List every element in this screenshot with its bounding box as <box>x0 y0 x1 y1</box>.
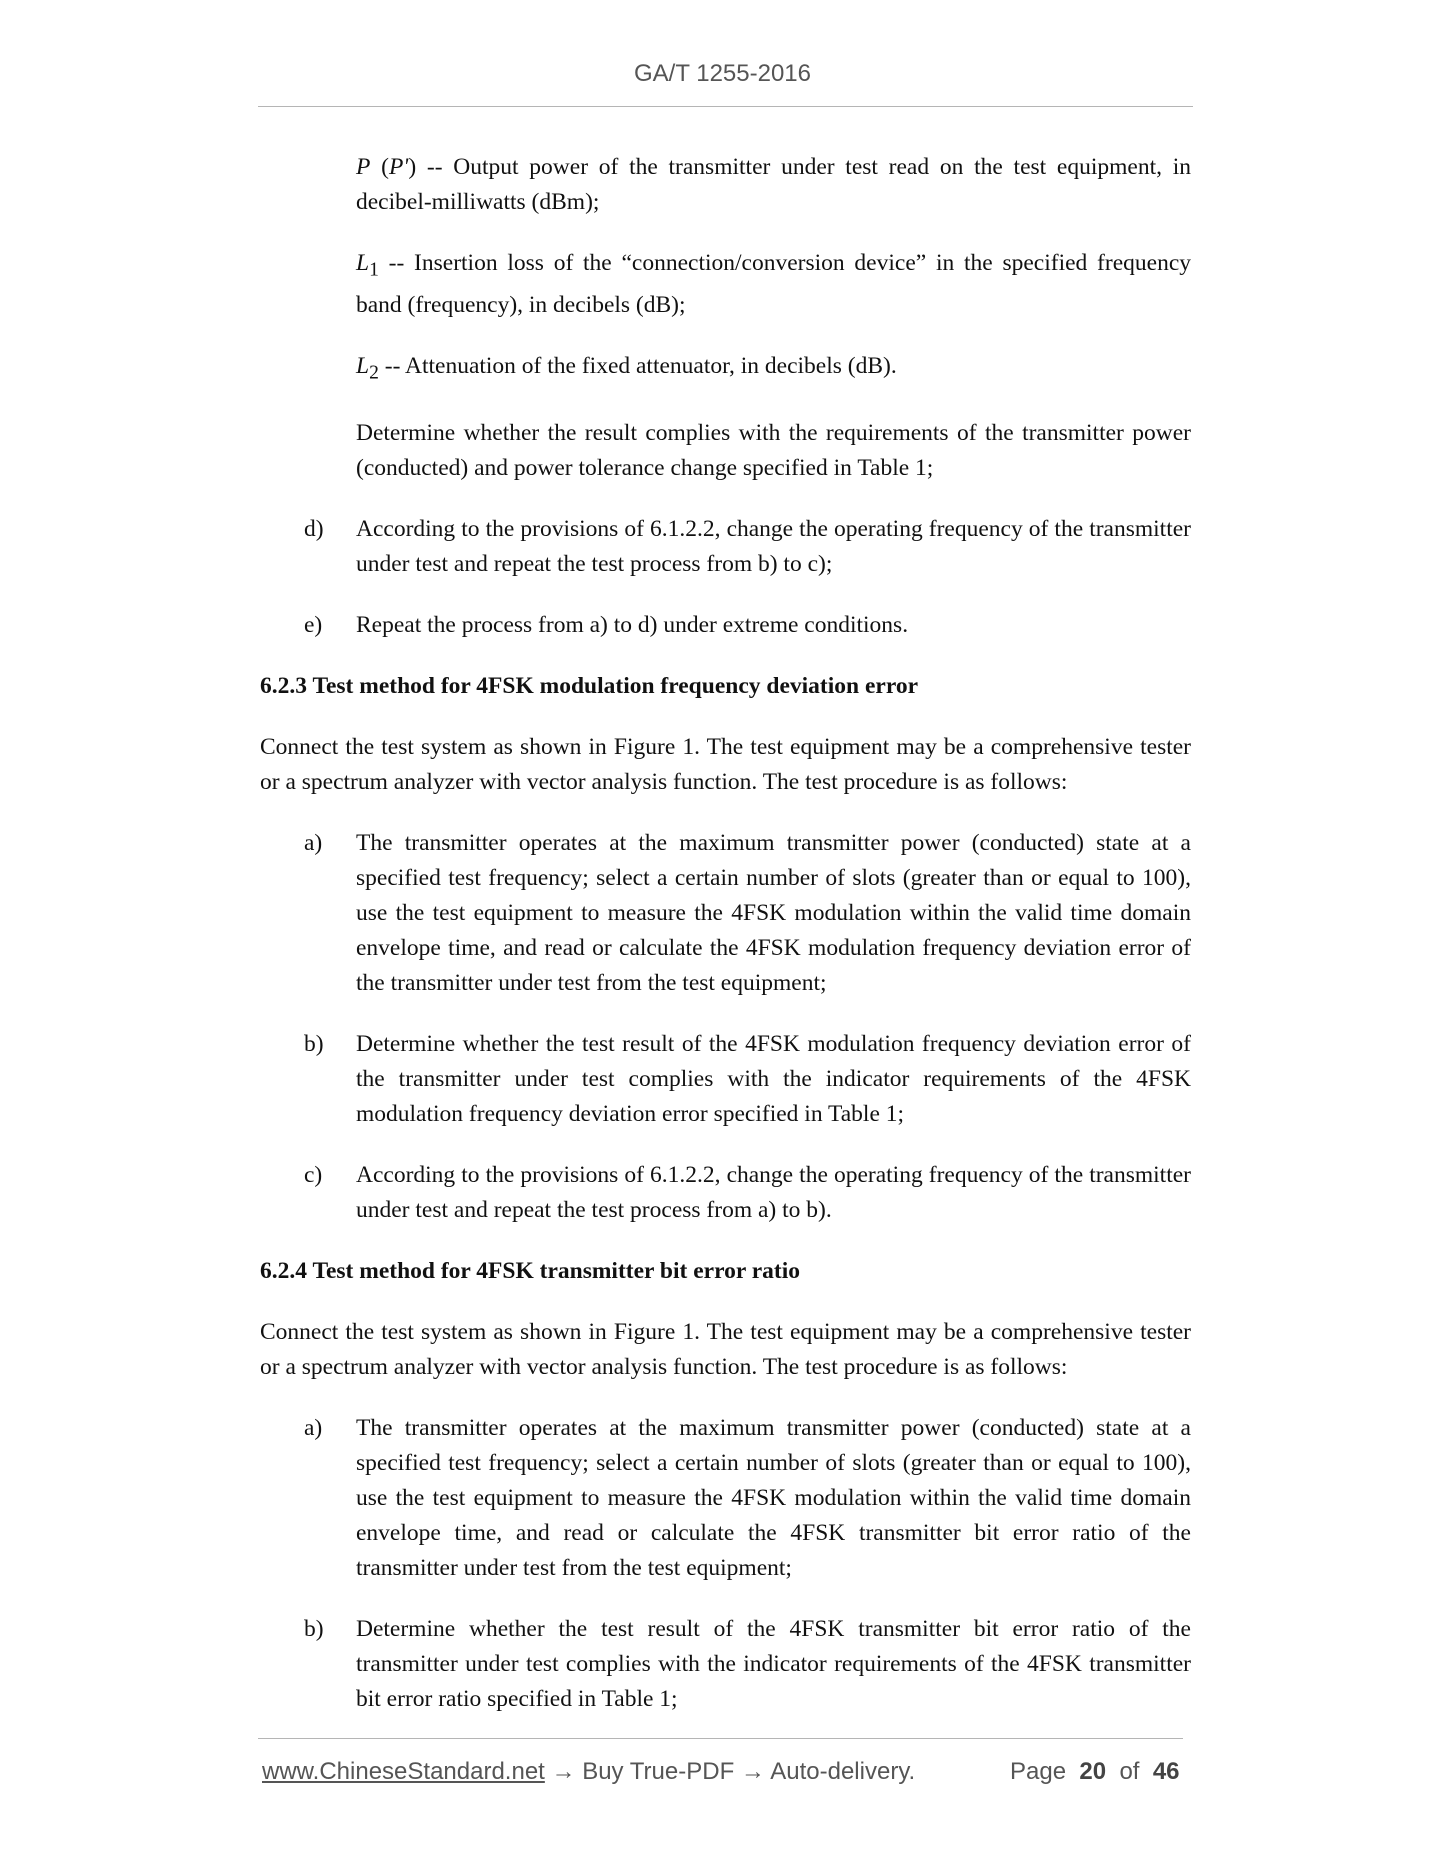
list-item-text: According to the provisions of 6.1.2.2, change the operating frequency of the transmitter under test and repeat the test process from a) to b). <box>356 1162 1191 1224</box>
list-item-label: b) <box>304 1031 324 1058</box>
definition-l1 <box>356 246 1191 323</box>
definition-l2 <box>356 349 1191 391</box>
list-item <box>304 1158 1191 1228</box>
arrow-right-icon: → <box>734 1758 771 1785</box>
list-item-label: a) <box>304 830 323 857</box>
variable-p: P <box>356 154 371 180</box>
buy-pdf-text: Buy True-PDF <box>582 1758 735 1785</box>
variable-l2-subscript: 2 <box>369 362 379 384</box>
section-heading-6-2-3: 6.2.3 Test method for 4FSK modulation frequency deviation error <box>260 673 918 700</box>
website-link[interactable]: www.ChineseStandard.net <box>262 1758 545 1785</box>
auto-delivery-text: Auto-delivery. <box>770 1758 916 1785</box>
page-body <box>260 150 1191 1717</box>
list-item-text: Determine whether the test result of the 4FSK transmitter bit error ratio of the transmitter under test complies with the indicator requirements of the 4FSK transmitter bit error ratio specified in Table 1; <box>356 1616 1191 1713</box>
definition-p: P (P') -- Output power of the transmitter under test read on the test equipment, in decibel-milliwatts (dBm); <box>356 154 1191 215</box>
list-item-text: According to the provisions of 6.1.2.2, change the operating frequency of the transmitter under test and repeat the test process from b) to c); <box>356 516 1191 578</box>
section-intro: Connect the test system as shown in Figure 1. The test equipment may be a comprehensive tester or a spectrum analyzer with vector analysis function. The test procedure is as follows: <box>260 734 1191 796</box>
variable-l2: L <box>356 352 370 379</box>
page-word: Page <box>1010 1758 1067 1785</box>
list-item-text: The transmitter operates at the maximum transmitter power (conducted) state at a specified test frequency; select a certain number of slots (greater than or equal to 100), use the test equipment to measure the 4FSK modulation within the valid time domain envelope time, and read or calculate the 4FSK transmitter bit error ratio of the transmitter under test from the test equipment; <box>356 1415 1191 1582</box>
list-item <box>304 1411 1191 1586</box>
list-item <box>304 512 1191 582</box>
definition-l2-text: -- Attenuation of the fixed attenuator, in decibels (dB). <box>378 352 897 379</box>
determine-paragraph: Determine whether the result complies with the requirements of the transmitter power (conducted) and power tolerance change specified in Table 1; <box>356 420 1191 482</box>
list-item-text: Determine whether the test result of the 4FSK modulation frequency deviation error of the transmitter under test complies with the indicator requirements of the 4FSK modulation frequency deviation error specified in Table 1; <box>356 1031 1191 1128</box>
list-item-label: e) <box>304 612 323 639</box>
definition-l1-text: -- Insertion loss of the “connection/conversion device” in the specified frequency band (frequency), in decibels (dB); <box>356 250 1191 318</box>
list-item <box>304 826 1191 1001</box>
section-intro: Connect the test system as shown in Figure 1. The test equipment may be a comprehensive tester or a spectrum analyzer with vector analysis function. The test procedure is as follows: <box>260 1319 1191 1381</box>
of-word: of <box>1119 1758 1140 1785</box>
variable-p-prime: P' <box>388 154 409 180</box>
footer-promo <box>262 1758 915 1786</box>
list-item-label: d) <box>304 516 324 543</box>
list-item-label: b) <box>304 1616 324 1643</box>
list-item <box>304 1027 1191 1132</box>
section-heading-6-2-4: 6.2.4 Test method for 4FSK transmitter bit error ratio <box>260 1258 800 1285</box>
list-item <box>304 1612 1191 1717</box>
page-total: 46 <box>1152 1758 1180 1785</box>
arrow-right-icon: → <box>544 1758 583 1785</box>
variable-l1: L <box>356 250 370 276</box>
variable-l1-subscript: 1 <box>369 259 379 281</box>
header-divider <box>258 106 1193 107</box>
list-item-label: a) <box>304 1415 323 1442</box>
document-code-header: GA/T 1255-2016 <box>633 60 811 87</box>
list-item <box>304 608 1191 643</box>
footer-divider <box>258 1738 1183 1739</box>
page-current: 20 <box>1079 1758 1107 1785</box>
page-indicator <box>1010 1758 1180 1786</box>
list-item-text: The transmitter operates at the maximum transmitter power (conducted) state at a specified test frequency; select a certain number of slots (greater than or equal to 100), use the test equipment to measure the 4FSK modulation within the valid time domain envelope time, and read or calculate the 4FSK modulation frequency deviation error of the transmitter under test from the test equipment; <box>356 830 1191 997</box>
definition-p-text: -- Output power of the transmitter under test read on the test equipment, in decibel-milliwatts (dBm); <box>356 154 1191 215</box>
list-item-text: Repeat the process from a) to d) under extreme conditions. <box>356 612 909 639</box>
list-item-label: c) <box>304 1162 323 1189</box>
